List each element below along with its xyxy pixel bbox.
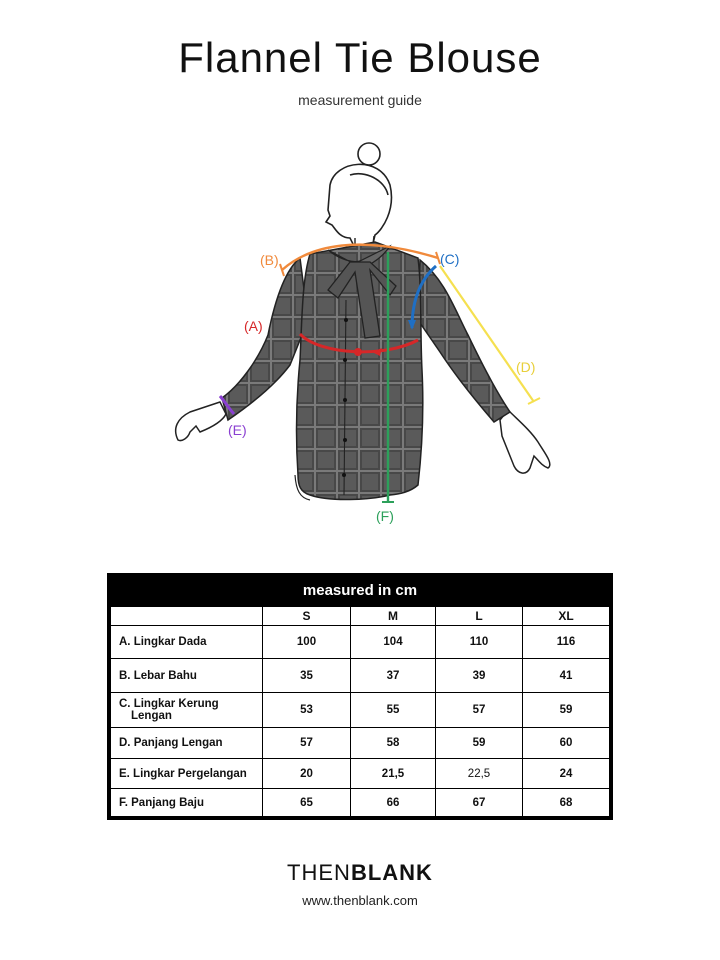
row-label: A. Lingkar Dada <box>111 626 263 659</box>
table-cell: 39 <box>436 659 523 693</box>
page-subtitle: measurement guide <box>298 92 422 108</box>
table-row <box>111 626 610 659</box>
right-sleeve <box>418 260 510 422</box>
label-f: (F) <box>376 508 394 524</box>
table-row <box>111 759 610 789</box>
website-link[interactable]: www.thenblank.com <box>302 893 418 908</box>
row-label: E. Lingkar Pergelangan <box>111 759 263 789</box>
brand-logo <box>0 860 720 886</box>
size-chart-heading: measured in cm <box>110 576 610 606</box>
table-row <box>111 659 610 693</box>
table-cell: 57 <box>263 728 351 759</box>
table-cell: 35 <box>263 659 351 693</box>
column-header-m: M <box>351 607 436 626</box>
blouse-illustration <box>150 130 580 530</box>
page-title: Flannel Tie Blouse <box>178 34 542 81</box>
left-hand <box>176 402 226 441</box>
table-cell: 58 <box>351 728 436 759</box>
label-d: (D) <box>516 359 536 375</box>
table-cell: 21,5 <box>351 759 436 789</box>
size-chart <box>107 573 613 820</box>
label-c: (C) <box>440 251 460 267</box>
column-header-l: L <box>436 607 523 626</box>
table-cell: 41 <box>523 659 610 693</box>
brand-logo-thin: THEN <box>287 860 351 885</box>
column-header <box>111 607 263 626</box>
table-row <box>111 789 610 817</box>
table-cell: 67 <box>436 789 523 817</box>
brand-logo-bold: BLANK <box>350 860 433 885</box>
table-cell: 68 <box>523 789 610 817</box>
row-label <box>111 693 263 728</box>
label-a: (A) <box>244 318 263 334</box>
table-cell: 37 <box>351 659 436 693</box>
column-header-xl: XL <box>523 607 610 626</box>
table-cell: 65 <box>263 789 351 817</box>
table-row <box>111 693 610 728</box>
row-label: B. Lebar Bahu <box>111 659 263 693</box>
table-cell: 100 <box>263 626 351 659</box>
table-cell: 110 <box>436 626 523 659</box>
table-cell: 53 <box>263 693 351 728</box>
right-hand <box>500 410 550 473</box>
row-label: F. Panjang Baju <box>111 789 263 817</box>
table-header-row <box>111 607 610 626</box>
table-cell: 59 <box>523 693 610 728</box>
table-cell: 24 <box>523 759 610 789</box>
size-table <box>110 606 610 817</box>
model-head <box>326 143 391 248</box>
table-row <box>111 728 610 759</box>
row-label: D. Panjang Lengan <box>111 728 263 759</box>
table-cell: 57 <box>436 693 523 728</box>
table-cell: 22,5 <box>436 759 523 789</box>
table-cell: 55 <box>351 693 436 728</box>
table-cell: 59 <box>436 728 523 759</box>
label-b: (B) <box>260 252 279 268</box>
row-label-line: C. Lingkar Kerung <box>119 698 219 710</box>
table-cell: 66 <box>351 789 436 817</box>
row-label-line: Lengan <box>131 710 172 722</box>
table-cell: 20 <box>263 759 351 789</box>
left-sleeve <box>222 258 308 420</box>
label-e: (E) <box>228 422 247 438</box>
column-header-s: S <box>263 607 351 626</box>
table-cell: 60 <box>523 728 610 759</box>
table-cell: 116 <box>523 626 610 659</box>
table-cell: 104 <box>351 626 436 659</box>
